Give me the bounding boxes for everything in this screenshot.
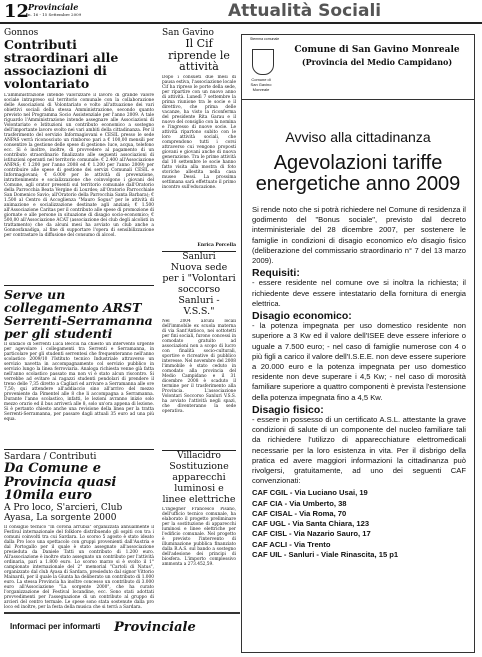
caf-office: CAF CGIL - Via Luciano Usai, 19 [252, 488, 368, 498]
article-signature: Enrica Porcella [197, 242, 236, 248]
page-number: 12 [4, 1, 30, 22]
article-body: Dopo i consueti due mesi di pausa estiva, l'associazione locale Cif ha ripreso le porte della sede, per ripartire con un nuovo anno di attività. Lunedì 7 settembre la prima riunione tra le socie e il direttivo, che prima delle vacanze, ha visto la riconferma del presidente Rita Garau e il nuovo del consiglio con la nomina e l'ingresso di nuove socie. Le attività ripartono subito con le loro attività sociali, che comprendono tutti i corsi attraverso cui vengono proposti giovani e giovani anche di nuova generazione. Tra le prime attività dal 10 settembre le socie hanno fatto visita alla mostra di foto storiche allestita nella casa museo Dessì. La prossima settimana sarà effettuato il primo incontro sull'educazione. [162, 74, 236, 190]
page-header [0, 0, 482, 24]
page-footer [4, 612, 240, 654]
economic-title: Disagio economico: [252, 310, 352, 323]
divider [4, 285, 154, 286]
divider [4, 449, 154, 450]
notice-header [242, 35, 474, 100]
economic-text: - la potenza impegnata per uso domestico residente non superiore a 3 Kw ed il valore dell'ISEE deve essere inferiore o uguale a 7.500 euro; - nel caso di famiglie numerose con 4 o più figli a carico il valore dell'I.S.E.E. non deve essere superiore a 20.000 euro e la potenza impegnata per uso domestico residente non deve superare i 4,5 Kw; - nel caso di morosità familiare superiore a quattro componenti è prevista l'estensione della potenza impegnata fino a 4,5 Kw. [252, 321, 466, 402]
article-title: Sostituzione apparecchi luminosi e linee elettriche [162, 460, 236, 505]
caf-office: CAF UGL - Via Santa Chiara, 123 [252, 519, 370, 529]
coat-caption: Comune di San Gavino Monreale [250, 77, 272, 92]
caf-office: CAF ACLI - Via Trento [252, 539, 331, 549]
caf-office: CAF CISL - Via Nazario Sauro, 17 [252, 529, 371, 539]
caf-office: CAF CISAL - Via Roma, 70 [252, 508, 347, 518]
requirements-title: Requisiti: [252, 267, 300, 280]
physical-title: Disagio fisico: [252, 403, 324, 416]
notice-kicker: Avviso alla cittadinanza [285, 129, 431, 145]
article-title: Nuova sede per i "Volontari soccorso Sanluri - V.S.S." [162, 261, 236, 317]
section-title: Attualità Sociali [228, 1, 382, 21]
article-title: Contributi straordinari alle associazioni di volontariato [4, 37, 119, 92]
province-name: (Provincia del Medio Campidano) [301, 57, 453, 67]
article-title: Serve un collegamento ARST Serrenti-Serramanna per gli studenti [4, 286, 153, 341]
coat-of-arms-icon [252, 49, 274, 75]
article-body: L'ingegner Francesco Pisano, dell'ufficio tecnico comunale, ha elaborato il progetto preliminare per la sostituzione di apparecchi luminosi e linee elettriche per l'edificio comunale. Nel progetto è previsto l'intervento di illuminazione pubblica finanziato dalla R.A.S. sul bando a sostegno dell'adesione dei principi di biosfera. L'importo complessivo ammonta a 273.452,59. [162, 506, 236, 567]
article-body: Il sindaco di Serrenti Luca Becciu ha chiesto un intervento urgente per agevolare i collegamenti tra Serrenti e Serramanna, in particolare per gli studenti serrentesi che frequenteranno nell'anno scolastico 2009/10 l'Istituto tecnico Industriale attraverso un servizio navetta in accompagnamento col servizio pubblico in servizio lungo la linea ferroviaria. Analoga richiesta venne già fatta nell'anno scolastico passato ma non vi è stato alcun riscontro. Si verrebbe ad evitare ai ragazzi studenti pendolari di prendere il treno delle 7,35 diretto a Cagliari ed arrivare a Serramanna alle ore 7,50; qui attendere all'addiaccio sino all'arrivo del mezzo proveniente da Pimentel alle 8 che li accompagna a Serramanna. Durante l'anno scolastico, infatti, le lezioni avranno inizio solo mezzo orario ed il bus arriverà alle 8, solo un'ora appena di lezione. Si è pertanto chiesto anche una revisione della linea per la tratta Serrenti-Serramanna, per passare dagli attuali 35 euro ad una più equa. [4, 342, 154, 422]
article-location: Sanluri [182, 251, 216, 262]
notice-headline: Agevolazioni tariffe energetiche anno 2009 [255, 152, 461, 195]
coat-caption: Stemma comunale [250, 37, 280, 41]
article-location: Sardara / Contributi [4, 452, 97, 462]
caf-office: CAF CIA - Via Umberto, 38 [252, 498, 347, 508]
article-body: Nel 2004 alcuni locali dell'immobile ex scuola materna di via Sant'Antioco, nei sottotetti per fini sociali, furono concessi in comodato gratuito ad associazioni non a scopo di lucro con finalità socio-culturali, sportive e ricreative di pubblico interesse. Nel novembre del 2008 l'immobile è stato ceduto in comodato alla provincia del Medio Campidano e il 31 dicembre 2008 è scaduto il termine per il trasferimento alla Provincia. L'associazione Volontari Soccorso Sanluri V.S.S. ha avviato l'attività negli spazi, che diventeranno la sede operativa. [162, 318, 236, 414]
municipality-name: Comune di San Gavino Monreale [294, 45, 460, 55]
article-location: Gonnos [4, 28, 39, 38]
caf-office: CAF UIL - Sanluri - Viale Rinascita, 15 p1 [252, 549, 399, 559]
issue-date: n. 16 - 15 Settembre 2009 [28, 12, 82, 17]
requirements-text: - essere residente nel comune ove si inoltra la richiesta; il richiedente deve essere intestatario della fornitura di energia elettrica. [252, 278, 466, 308]
article-body: L'amministrazione intende valorizzare il lavoro di grande valore sociale intrapreso sul territorio comunale con la collaborazione delle Associazioni di Volontariato e volto all'attuazione dei vari obiettivi sociali della stessa Amministrazione, secondo quanto previsto nel Programma Socio Assistenziale per l'anno 2009. A tale riguardo l'Amministrazione intende assegnare alle Associazioni di Volontariato e Istituzioni un contributo economico a sostegno dell'importante lavoro svolto nei vari ambiti della cittadinanza. Per il trasferimento del servizio Informagiovani e CESIL presso le sede ANPAS verrà riconosciuto un rimborso pari a € 100,00 mensili per consentire la gestione delle spese di gestione: luce, acqua, telefono ecc. Si è inoltre, inoltre, di provvedere al pagamento di un contributo straordinario finalizzato alle seguenti associazioni di istituzioni operanti nel territorio comunale: € 2.400 all'Associazione ANPAS; € 1.200 per l'anno 2008 ed € 1.200 per l'anno 2009) per contribuire alle spese di gestione dei servizi Comunali CESIL e Informagiovani; € 6.000 per le attività di prevenzione, intrattenimento e socializzazione che coinvolgono i giovani del Comune, agli orator presenti sul territorio comunale dall'Oratorio della Parrocchia Beata Vergine di Lourdes; all'Oratorio Parrocchiale San Domenico Savio; all'Oratorio della Parrocchia Santa Barbara); € 1.500 al Centro di Accoglienza "Mauro Sogus" per le attività di animazione e socializzazione destinate agli anziani; € 1.500 all'Associazione Caritas per il contributo alle spese di promozione di giornate e alle persone in situazione di disagio socio-economico; € 500,00 all'Associazione ACAT (associazione dei club degli alcolisti in trattamento) che da alcuni mesi ha avviato un club anche a Gonnosfanadiga, al fine di supportare l'opera di sensibilizzazione per contrastare la diffusione del consumo di alcool. [4, 92, 154, 238]
notice-intro: Si rende noto che si potrà richiedere nel Comune di residenza il godimento del "Bonus sociale", previsto dal decreto interministeriale del 28 dicembre 2007, per sostenere le famiglie in condizioni di disagio economico e/o disagio fisico (deliberazione del commissario straordinario n° 7 del 13 marzo 2009). [252, 205, 466, 266]
footer-text: Informaci per informarti [10, 622, 101, 631]
left-column [4, 28, 154, 612]
newspaper-logo: Provinciale [28, 2, 79, 12]
middle-column [162, 28, 236, 650]
article-subtitle: A Pro loco, S'arcieri, Club Ayasa, La sorgente 2000 [4, 502, 123, 523]
article-body: Il consiglio tecnico "In corona arrubia" organizzata annualmente il Festival internazionale del folklore distribuendo gli ospiti con tra i comuni coinvolti tra cui Sardara. Lo scorso 5 agosto è stato ideato dalla Pro loco una spettacolo con gruppi provenienti dall'Austria e dal Portogallo per il quale è stato assegnato all'associazione presieduta da Daniele Tatti un contributo di 1.200 euro. All'associazione è inoltre stato assegnato un contributo per l'attività ordinaria, pari a 1.800 euro. Lo scorso marzo si è svolto il 1° campionato internazionale del 2° memorial "Cartoli di Natus", organizzato dal club Ayasa di Sardara, presieduto dal signor Vittorio Mainardi, per il quale la Giunta ha deliberato un contributo di 1.000 euro. La stessa Provincia ha inoltre concesso un contributo di 3.000 euro all'Associazione "La sorgente 2000", che ha curato l'organizzazione del Festival locandine, ecc. Sono stati adottati provvedimenti per l'assegnazione di un contributo al gruppo di arcieri del centro termale. Le spese sono stata sostenute dalla pro loco ed inoltre, per la festa della musica che si terrà a Sardara. [4, 524, 154, 610]
article-title: Da Comune e Provincia quasi 10mila euro [4, 461, 117, 504]
notice-body [252, 205, 466, 560]
article-location: San Gavino [162, 28, 214, 38]
footer-logo: Provinciale [114, 620, 196, 635]
article-location: Villacidro [177, 450, 221, 461]
article-title: Il Cif riprende le attività [168, 37, 230, 74]
municipal-notice [241, 34, 475, 653]
physical-text: - essere in possesso di un certificato A.S.L. attestante la grave condizioni di salute di un componente del nucleo familiare tali da richiedere l'utilizzo di apparecchiature elettromedicali necessarie per la loro esistenza in vita. Per il disbrigo della pratica ed avere maggiori informazioni la cittadinanza può rivolgersi, gratuitamente, ad uno dei seguenti CAF convenzionati: [252, 415, 466, 486]
